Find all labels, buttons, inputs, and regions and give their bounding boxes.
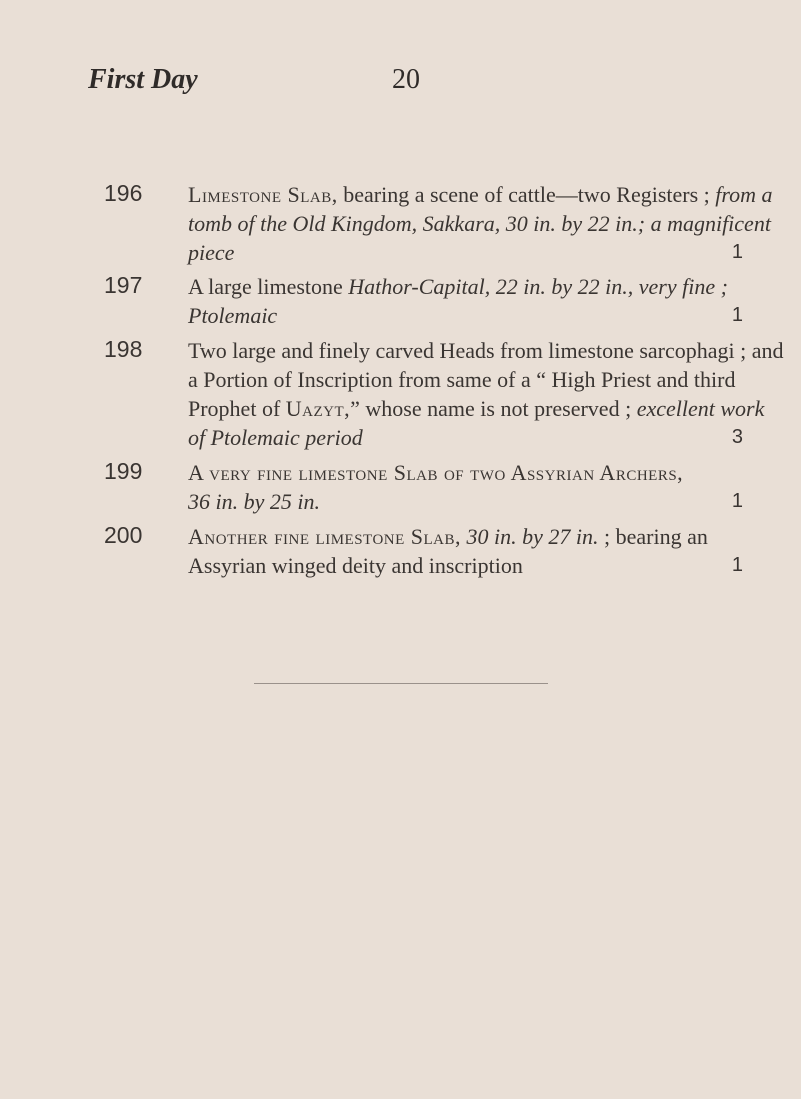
- lot-description: [188, 272, 743, 330]
- page-number: 20: [392, 64, 420, 95]
- lot-number: 197: [104, 272, 143, 298]
- page-header-day: First Day: [88, 64, 198, 95]
- lot-text: ” whose name is not preserved ;: [350, 396, 637, 421]
- lot-description: [188, 336, 784, 452]
- lot-text: ; bearing an: [598, 524, 708, 549]
- lot-text-italic: piece: [188, 240, 235, 265]
- lot-text-italic: 30 in. by 27 in.: [461, 524, 599, 549]
- lot-text: A large limestone: [188, 274, 349, 299]
- lot-quantity: 1: [731, 304, 743, 326]
- lot-title: A very fine limestone Slab of two Assyrian Archers,: [188, 460, 684, 485]
- lot-number: 199: [104, 458, 143, 484]
- lot-description: [188, 522, 743, 580]
- lot-text-italic: 36 in. by 25 in.: [188, 489, 320, 514]
- lot-text-italic: Ptolemaic: [188, 303, 278, 328]
- lot-quantity: 1: [731, 241, 743, 263]
- lot-text-italic: of Ptolemaic period: [188, 425, 363, 450]
- lot-text: bearing a scene of cattle—two Registers ;: [337, 182, 716, 207]
- lot-name-smallcaps: Uazyt,: [285, 396, 351, 421]
- section-divider: [254, 683, 548, 684]
- lot-quantity: 3: [731, 426, 743, 448]
- lot-text-italic: excellent work: [636, 396, 765, 421]
- lot-text: Assyrian winged deity and inscription: [188, 553, 523, 578]
- lot-title: Limestone Slab,: [188, 182, 338, 207]
- lot-text-italic: from a: [715, 182, 773, 207]
- lot-quantity: 1: [731, 554, 743, 576]
- lot-description: [188, 458, 743, 516]
- lot-quantity: 1: [731, 490, 743, 512]
- lot-text: a Portion of Inscription from same of a “ High Priest and third: [188, 367, 736, 392]
- lot-title: Another fine limestone Slab,: [188, 524, 462, 549]
- lot-description: [188, 180, 773, 267]
- lot-number: 200: [104, 522, 143, 548]
- lot-text-italic: Hathor-Capital, 22 in. by 22 in., very fine ;: [348, 274, 728, 299]
- lot-number: 198: [104, 336, 143, 362]
- lot-text: Prophet of: [188, 396, 286, 421]
- lot-number: 196: [104, 180, 143, 206]
- lot-text: Two large and finely carved Heads from limestone sarcophagi ; and: [188, 338, 784, 363]
- lot-text-italic: tomb of the Old Kingdom, Sakkara, 30 in. by 22 in.; a magnificent: [188, 211, 771, 236]
